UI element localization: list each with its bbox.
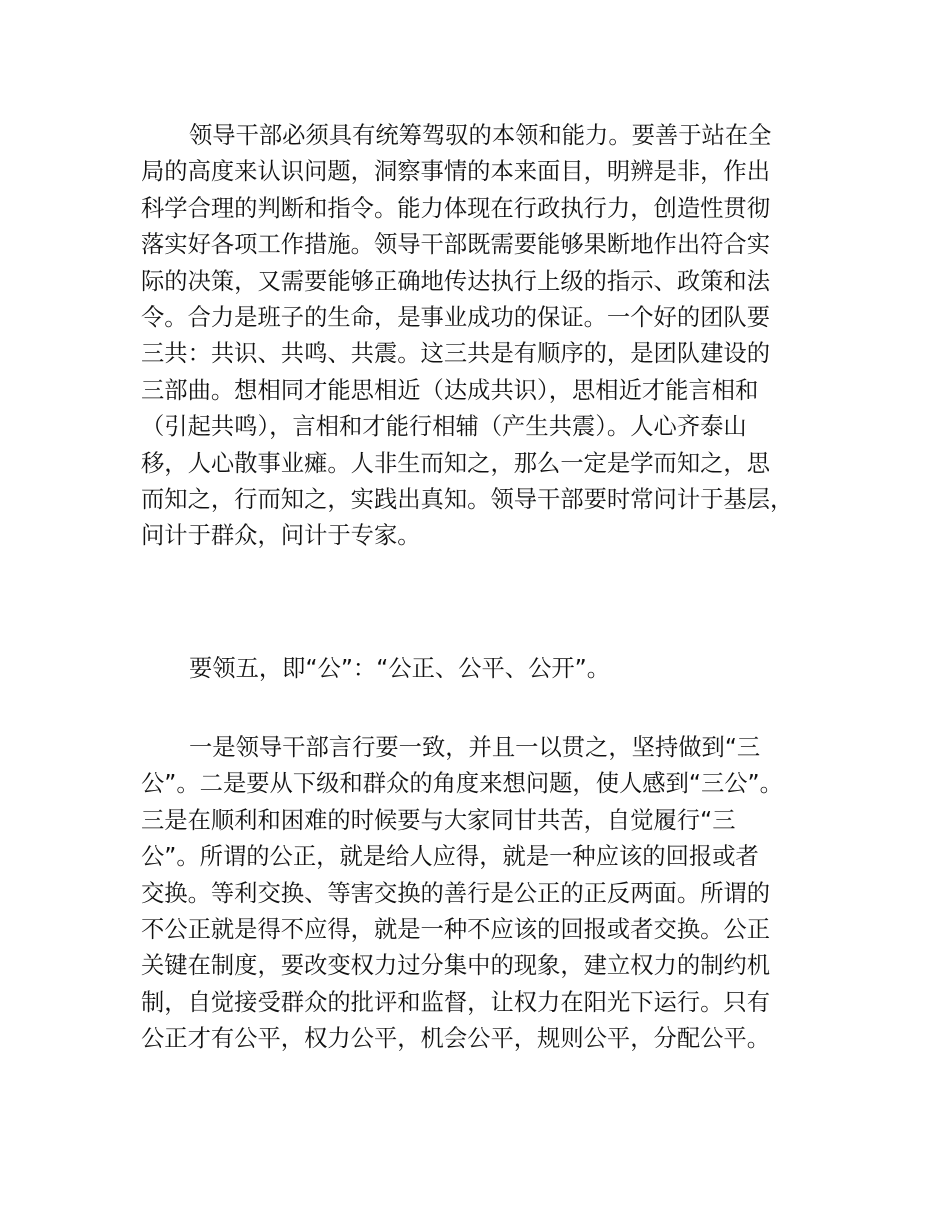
paragraph-line: 制，自觉接受群众的批评和监督，让权力在阳光下运行。只有 <box>141 988 771 1016</box>
paragraph-line: 三是在顺利和困难的时候要与大家同甘共苦，自觉履行“三 <box>141 806 736 834</box>
paragraph-line: 落实好各项工作措施。领导干部既需要能够果断地作出符合实 <box>141 231 771 259</box>
paragraph-line: 问计于群众，问计于专家。 <box>141 522 421 550</box>
paragraph-line: 公”。二是要从下级和群众的角度来想问题，使人感到“三公”。 <box>141 770 783 798</box>
section-heading-line: 要领五，即“公”：“公正、公平、公开”。 <box>189 655 611 682</box>
paragraph-line: 际的决策，又需要能够正确地传达执行上级的指示、政策和法 <box>141 267 771 295</box>
paragraph-line: 不公正就是得不应得，就是一种不应该的回报或者交换。公正 <box>141 915 771 943</box>
paragraph-line: 令。合力是班子的生命，是事业成功的保证。一个好的团队要 <box>141 303 771 331</box>
paragraph-three-fairness <box>141 730 841 1058</box>
paragraph-line: 科学合理的判断和指令。能力体现在行政执行力，创造性贯彻 <box>141 194 771 222</box>
paragraph-section-heading <box>141 651 841 687</box>
paragraph-line: 公正才有公平，权力公平，机会公平，规则公平，分配公平。 <box>141 1025 771 1053</box>
paragraph-line: 关键在制度，要改变权力过分集中的现象，建立权力的制约机 <box>141 952 771 980</box>
paragraph-line: 公”。所谓的公正，就是给人应得，就是一种应该的回报或者 <box>141 843 759 871</box>
paragraph-line: 领导干部必须具有统筹驾驭的本领和能力。要善于站在全 <box>189 122 772 149</box>
paragraph-line: 三共：共识、共鸣、共震。这三共是有顺序的，是团队建设的 <box>141 340 771 368</box>
paragraph-line: 一是领导干部言行要一致，并且一以贯之，坚持做到“三 <box>189 734 761 761</box>
paragraph-line: 移，人心散事业瘫。人非生而知之，那么一定是学而知之，思 <box>141 449 771 477</box>
paragraph-line: （引起共鸣），言相和才能行相辅（产生共震）。人心齐泰山 <box>141 413 747 441</box>
paragraph-line: 交换。等利交换、等害交换的善行是公正的正反两面。所谓的 <box>141 879 771 907</box>
paragraph-line: 而知之，行而知之，实践出真知。领导干部要时常问计于基层， <box>141 485 794 513</box>
paragraph-line: 局的高度来认识问题，洞察事情的本来面目，明辨是非，作出 <box>141 158 771 186</box>
paragraph-leadership-ability <box>141 118 841 555</box>
paragraph-line: 三部曲。想相同才能思相近（达成共识），思相近才能言相和 <box>141 376 759 404</box>
